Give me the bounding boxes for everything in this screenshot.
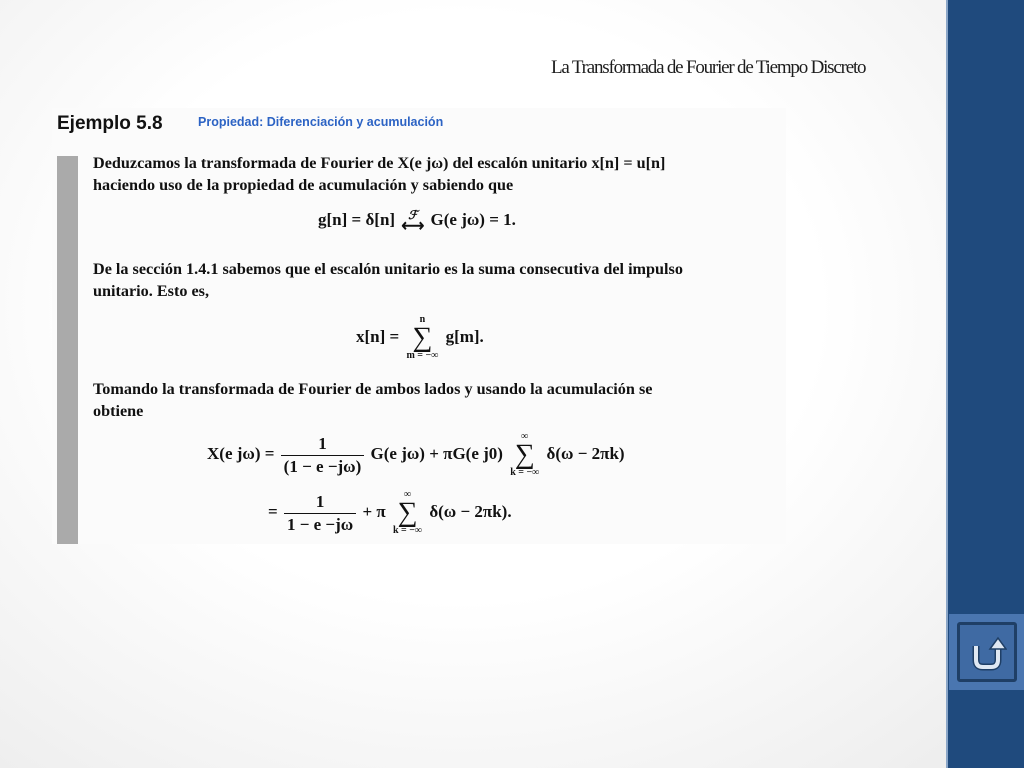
equation-1-right: G(e jω) = 1. (430, 209, 516, 229)
equation-4-sum-top: ∞ (403, 489, 412, 500)
equation-3-right: δ(ω − 2πk) (546, 443, 625, 463)
paragraph-1-line-1: Deduzcamos la transformada de Fourier de X(e jω) del escalón unitario x[n] = u[n] (93, 154, 666, 172)
equation-3 (207, 432, 625, 478)
paragraph-2-line-1: De la sección 1.4.1 sabemos que el escalón unitario es la suma consecutiva del impulso (93, 260, 683, 278)
equation-3-sum-bottom: k = −∞ (510, 467, 540, 478)
equation-2-sum (406, 315, 438, 361)
paragraph-3 (93, 378, 769, 422)
equation-3-middle: G(e jω) + πG(e j0) (370, 443, 503, 463)
equation-2-sum-top: n (419, 314, 426, 325)
return-button[interactable] (949, 614, 1024, 690)
paragraph-1 (93, 152, 769, 196)
paragraph-3-line-2: obtiene (93, 402, 144, 420)
example-subtitle: Propiedad: Diferenciación y acumulación (198, 115, 444, 129)
side-gray-bar (57, 156, 78, 544)
paragraph-3-line-1: Tomando la transformada de Fourier de ambos lados y usando la acumulación se (93, 380, 653, 398)
slide-title: La Transformada de Fourier de Tiempo Discreto (551, 57, 866, 78)
equation-2-sum-bottom: m = −∞ (406, 350, 439, 361)
equation-4-sum (393, 490, 422, 536)
sidebar-stripe (946, 0, 948, 768)
equation-4-fraction (284, 492, 356, 535)
equation-4-left: = (268, 501, 278, 521)
equation-4-numerator: 1 (284, 492, 356, 514)
sigma-icon: ∑ (514, 439, 535, 470)
equation-1-left: g[n] = δ[n] (318, 209, 396, 229)
fourier-arrow (401, 209, 424, 233)
equation-4-denominator: 1 − e −jω (286, 514, 354, 534)
equation-3-numerator: 1 (281, 434, 365, 456)
equation-4 (268, 490, 512, 536)
return-button-frame (957, 622, 1017, 682)
fourier-arrow-label: ℱ (408, 208, 418, 222)
paragraph-2 (93, 258, 769, 302)
equation-3-sum (510, 432, 539, 478)
equation-4-middle: + π (362, 501, 386, 521)
equation-2-left: x[n] = (356, 326, 400, 346)
u-turn-return-icon (967, 632, 1007, 672)
double-arrow-icon: ⟷ (401, 218, 425, 235)
equation-3-left: X(e jω) = (207, 443, 275, 463)
sigma-icon: ∑ (412, 322, 433, 353)
equation-2 (356, 315, 484, 361)
equation-3-fraction (281, 434, 365, 477)
equation-4-right: δ(ω − 2πk). (429, 501, 512, 521)
paragraph-1-line-2: haciendo uso de la propiedad de acumulación y sabiendo que (93, 176, 514, 194)
equation-1 (318, 209, 516, 233)
paragraph-2-line-2: unitario. Esto es, (93, 282, 210, 300)
equation-2-right: g[m]. (445, 326, 484, 346)
example-title: Ejemplo 5.8 (57, 113, 163, 134)
equation-3-denominator: (1 − e −jω) (283, 456, 362, 476)
equation-4-sum-bottom: k = −∞ (392, 525, 423, 536)
sigma-icon: ∑ (397, 497, 418, 528)
equation-3-sum-top: ∞ (521, 431, 529, 442)
